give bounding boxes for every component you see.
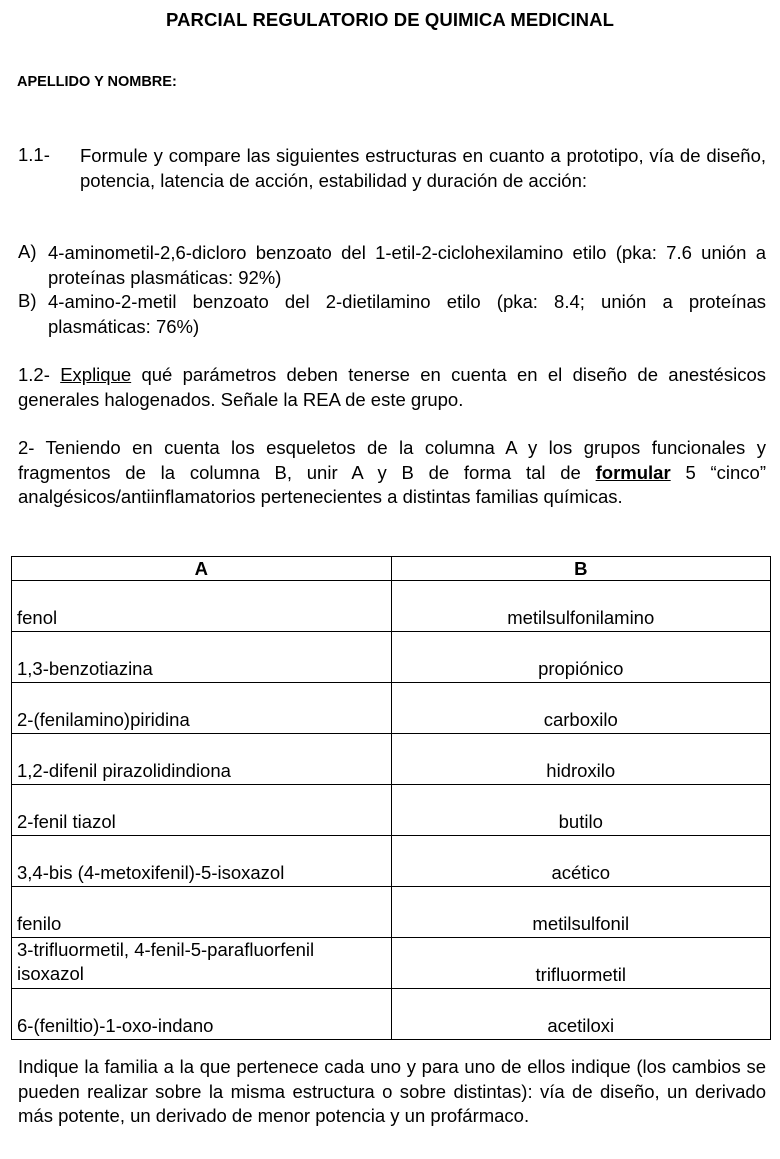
cell-a: fenilo (12, 887, 392, 938)
item-a-letter: A) (18, 241, 37, 262)
question-1-1-number: 1.1- (18, 144, 50, 165)
cell-a: 1,2-difenil pirazolidindiona (12, 734, 392, 785)
table-row (12, 989, 771, 1040)
question-2-keyword: formular (595, 461, 671, 483)
question-1-2-keyword: Explique (60, 364, 132, 385)
item-b-letter: B) (18, 290, 37, 311)
question-2-prefix: 2- Teniendo en cuenta los esqueletos de la columna A y los grupos funcionales y fragmentos de la columna B, unir A y B de forma tal de (18, 437, 766, 483)
table-row (12, 938, 771, 989)
question-2 (18, 436, 766, 510)
cell-a-line-2: isoxazol (17, 963, 84, 984)
cell-a: 2-(fenilamino)piridina (12, 683, 392, 734)
name-label: APELLIDO Y NOMBRE: (17, 74, 177, 90)
column-a-header: A (12, 557, 392, 581)
table-row (12, 632, 771, 683)
question-1-1-text: Formule y compare las siguientes estructuras en cuanto a prototipo, vía de diseño, potencia, latencia de acción, estabilidad y duración de acción: (80, 145, 766, 191)
closing-instructions: Indique la familia a la que pertenece cada uno y para uno de ellos indique (los cambios se pueden realizar sobre la misma estructura o sobre distintas): vía de diseño, un derivado más potente, un derivado de menor potencia y un profármaco. (18, 1056, 766, 1126)
cell-b: trifluormetil (391, 938, 771, 989)
question-1-2-text: qué parámetros deben tenerse en cuenta en el diseño de anestésicos generales halogenados. Señale la REA de este grupo. (18, 364, 766, 410)
question-2-text: 5 “cinco” analgésicos/antiinflamatorios pertenecientes a distintas familias químicas. (18, 461, 767, 507)
table-row (12, 785, 771, 836)
question-1-2 (18, 363, 766, 412)
cell-b: metilsulfonil (391, 887, 771, 938)
cell-a: 1,3-benzotiazina (12, 632, 392, 683)
cell-b: acetiloxi (391, 989, 771, 1040)
cell-b: acético (391, 836, 771, 887)
item-a-text: 4-aminometil-2,6-dicloro benzoato del 1-etil-2-ciclohexilamino etilo (pka: 7.6 unión a proteínas plasmáticas: 92%) (48, 242, 766, 288)
cell-b: propiónico (391, 632, 771, 683)
table-row (12, 734, 771, 785)
table-row (12, 581, 771, 632)
cell-a (12, 938, 392, 989)
table-row (12, 887, 771, 938)
cell-a: 3,4-bis (4-metoxifenil)-5-isoxazol (12, 836, 392, 887)
column-b-header: B (391, 557, 771, 581)
table-row (12, 683, 771, 734)
question-1-2-prefix: 1.2- (18, 364, 61, 385)
cell-b: hidroxilo (391, 734, 771, 785)
item-b-text: 4-amino-2-metil benzoato del 2-dietilamino etilo (pka: 8.4; unión a proteínas plasmáticas: 76%) (48, 291, 766, 337)
table-row (12, 836, 771, 887)
cell-a: 2-fenil tiazol (12, 785, 392, 836)
table-header-row (12, 557, 771, 581)
cell-a: 6-(feniltio)-1-oxo-indano (12, 989, 392, 1040)
page-title: PARCIAL REGULATORIO DE QUIMICA MEDICINAL (166, 9, 614, 30)
cell-b: metilsulfonilamino (391, 581, 771, 632)
cell-b: carboxilo (391, 683, 771, 734)
cell-b: butilo (391, 785, 771, 836)
cell-a: fenol (12, 581, 392, 632)
columns-table (11, 556, 771, 1040)
cell-a-line-1: 3-trifluormetil, 4-fenil-5-parafluorfenil (17, 939, 315, 960)
